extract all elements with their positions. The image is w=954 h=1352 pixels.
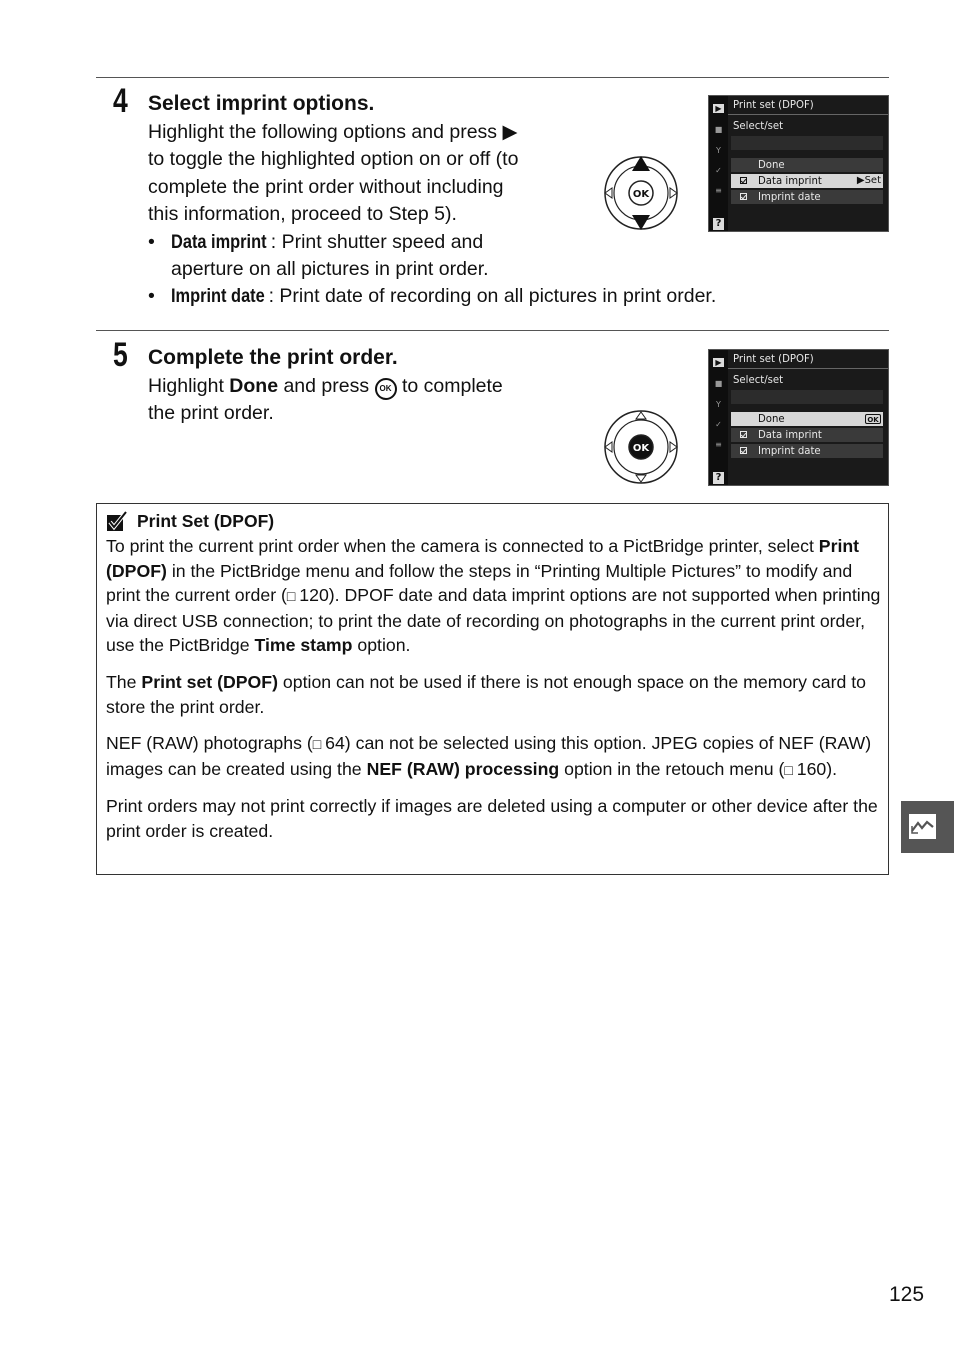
- note-box: [96, 503, 889, 875]
- book-reference-icon: □: [286, 588, 295, 605]
- shooting-icon: ■: [714, 125, 723, 134]
- step-5-title: Complete the print order.: [148, 346, 398, 369]
- screen-subheader: Select/set: [733, 119, 784, 132]
- blank-row: [731, 390, 883, 404]
- screen-header-rule: [728, 368, 888, 369]
- step-4-title: Select imprint options.: [148, 92, 375, 115]
- text: Highlight: [148, 375, 230, 397]
- step-5-body: [148, 373, 588, 428]
- text: option.: [352, 635, 411, 656]
- time-stamp-term: Time stamp: [254, 635, 353, 656]
- bullet-term: Imprint date: [171, 285, 265, 307]
- ok-label: OK: [632, 189, 650, 200]
- text: option in the retouch menu (: [559, 758, 785, 779]
- menu-row-done[interactable]: [731, 412, 883, 426]
- menu-row-data-imprint[interactable]: [731, 428, 883, 442]
- screen-header: Print set (DPOF): [733, 98, 814, 111]
- page-number: 125: [889, 1283, 925, 1306]
- help-icon: ?: [713, 472, 724, 484]
- menu-row-done[interactable]: [731, 158, 883, 172]
- screen-header: Print set (DPOF): [733, 352, 814, 365]
- help-icon: ?: [713, 218, 724, 230]
- note-paragraph-4: Print orders may not print correctly if images are deleted using a computer or other device after the print order is created.: [106, 796, 878, 841]
- row-label: Done: [758, 412, 785, 425]
- screen-header-rule: [728, 114, 888, 115]
- playback-icon: ▶: [713, 104, 724, 113]
- multi-selector-diagram: [602, 408, 680, 486]
- step-4-line-2: to toggle the highlighted option on or off (to: [148, 148, 519, 171]
- checkbox-icon: [740, 447, 747, 454]
- middle-rule: [96, 330, 889, 331]
- my-menu-icon: ≡: [715, 186, 722, 195]
- text: The: [106, 671, 142, 692]
- ok-label: OK: [632, 443, 650, 454]
- bullet-text: : Print date of recording on all pictures in print order.: [268, 285, 717, 307]
- note-paragraph-2: [106, 670, 884, 719]
- row-label: Done: [758, 158, 785, 171]
- text: 64) can not be selected using this option. JPEG copies of NEF (RAW) images can be created using the: [106, 733, 872, 779]
- text: 120). DPOF date and data imprint options are not supported when printing via direct USB connection; to print the date of recording on photographs in the current print order, use the PictBridge: [106, 585, 881, 656]
- step-4-number: 4: [113, 82, 128, 120]
- top-rule: [96, 77, 889, 78]
- nef-processing-term: NEF (RAW) processing: [366, 758, 560, 779]
- step-5-line-1: [148, 373, 588, 400]
- ok-button-icon: OK: [375, 378, 397, 400]
- playback-icon: ▶: [713, 358, 724, 367]
- step-4-line-4: this information, proceed to Step 5).: [148, 202, 457, 225]
- bullet-imprint-date: [148, 283, 848, 310]
- print-set-term: Print set (DPOF): [141, 671, 279, 692]
- menu-sidebar: [709, 96, 728, 231]
- row-label: Imprint date: [758, 444, 821, 457]
- text: and press: [278, 375, 375, 397]
- bullet-data-imprint: [148, 229, 848, 283]
- text: 160).: [791, 758, 838, 779]
- text: NEF (RAW) photographs (: [106, 733, 313, 754]
- retouch-icon: ✓: [715, 420, 722, 429]
- row-label: Imprint date: [758, 190, 821, 203]
- shooting-icon: ■: [714, 379, 723, 388]
- step-5-number: 5: [113, 336, 128, 374]
- my-menu-icon: ≡: [715, 440, 722, 449]
- checkbox-icon: [740, 177, 747, 184]
- chapter-tab: [901, 801, 954, 853]
- bullet-term: Data imprint: [171, 231, 267, 253]
- step-4-line-1: Highlight the following options and press ▶: [148, 121, 518, 143]
- text: To print the current print order when the camera is connected to a PictBridge printer, select: [106, 536, 819, 556]
- print-dpof-term: Print (DPOF): [106, 536, 860, 581]
- done-term: Done: [229, 375, 279, 397]
- set-label: ▶Set: [856, 175, 881, 186]
- step-4-line-3: complete the print order without including: [148, 175, 504, 198]
- text: option can not be used if there is not enough space on the memory card to store the print order.: [106, 671, 867, 717]
- row-label: Data imprint: [758, 174, 822, 187]
- menu-sidebar: [709, 350, 728, 485]
- camera-screen-step5: [708, 349, 889, 486]
- check-mark-icon: [106, 511, 128, 533]
- checkbox-icon: [740, 431, 747, 438]
- text: in the PictBridge menu and follow the steps in “Printing Multiple Pictures” to modify and print the current order (: [106, 560, 853, 606]
- menu-row-imprint-date[interactable]: [731, 444, 883, 458]
- note-title: Print Set (DPOF): [137, 511, 275, 531]
- text: to complete: [396, 375, 503, 397]
- bullet-text-cont: aperture on all pictures in print order.: [171, 258, 489, 280]
- setup-icon: Y: [716, 146, 721, 155]
- blank-row: [731, 136, 883, 150]
- note-paragraph-1: [106, 534, 884, 658]
- connection-icon: [909, 814, 936, 839]
- camera-screen-step4: [708, 95, 889, 232]
- step-4-bullets: [148, 229, 848, 310]
- row-label: Data imprint: [758, 428, 822, 441]
- checkbox-icon: [740, 193, 747, 200]
- step-5-line-2: the print order.: [148, 402, 274, 425]
- screen-subheader: Select/set: [733, 373, 784, 386]
- book-reference-icon: □: [312, 736, 321, 753]
- menu-row-imprint-date[interactable]: [731, 190, 883, 204]
- note-body: [106, 534, 884, 856]
- step-4-body: [148, 119, 588, 228]
- ok-badge: OK: [865, 414, 881, 424]
- bullet-text: : Print shutter speed and: [270, 231, 484, 253]
- multi-selector-diagram: [602, 154, 680, 232]
- setup-icon: Y: [716, 400, 721, 409]
- retouch-icon: ✓: [715, 166, 722, 175]
- menu-row-data-imprint[interactable]: [731, 174, 883, 188]
- note-paragraph-3: [106, 731, 884, 782]
- book-reference-icon: □: [784, 761, 792, 778]
